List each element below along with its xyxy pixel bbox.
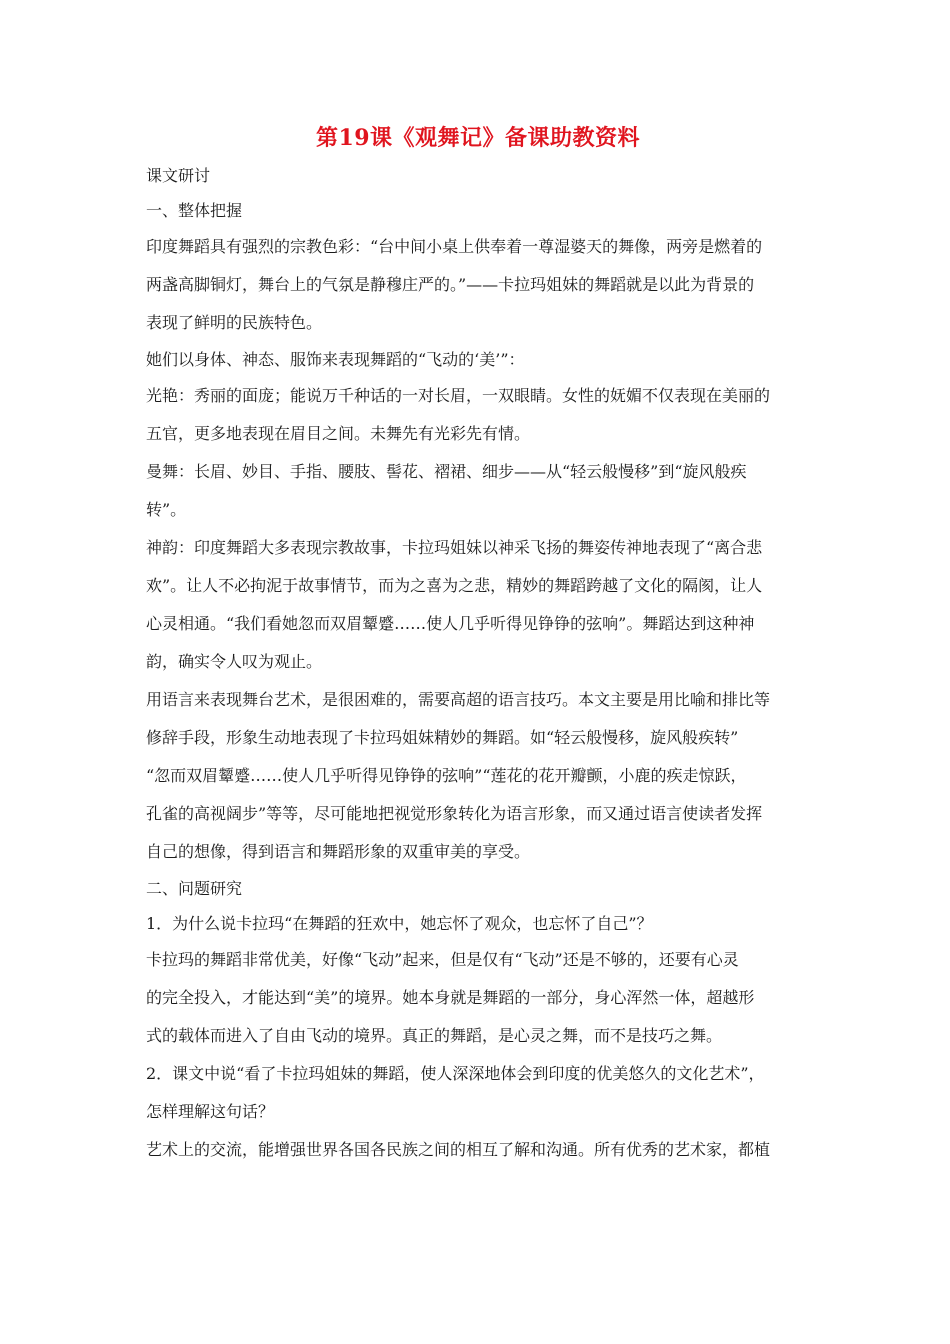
- answer-1: [146, 941, 810, 1055]
- question-1: 1．为什么说卡拉玛“在舞蹈的狂欢中，她忘怀了观众，也忘怀了自己”？: [146, 914, 653, 933]
- heading-text-study: 课文研讨: [146, 166, 211, 185]
- text-line: 的完全投入，才能达到“美”的境界。她本身就是舞蹈的一部分，身心浑然一体，超越形: [146, 988, 755, 1007]
- text-line: 光艳：秀丽的面庞；能说万千种话的一对长眉，一双眼睛。女性的妩媚不仅表现在美丽的: [146, 386, 771, 405]
- text-line: 2．课文中说“看了卡拉玛姐妹的舞蹈，使人深深地体会到印度的优美悠久的文化艺术”，: [146, 1064, 765, 1083]
- text-line: 神韵：印度舞蹈大多表现宗教故事，卡拉玛姐妹以神采飞扬的舞姿传神地表现了“离合悲: [146, 538, 763, 557]
- text-line: 怎样理解这句话？: [146, 1102, 275, 1121]
- text-line: 式的载体而进入了自由飞动的境界。真正的舞蹈，是心灵之舞，而不是技巧之舞。: [146, 1026, 723, 1045]
- text-line: 孔雀的高视阔步”等等，尽可能地把视觉形象转化为语言形象，而又通过语言使读者发挥: [146, 804, 763, 823]
- answer-2: [146, 1131, 810, 1169]
- paragraph-religious-color: [146, 228, 810, 342]
- section-heading-questions: 二、问题研究: [146, 879, 243, 898]
- question-2: [146, 1055, 810, 1131]
- text-line: 两盏高脚铜灯，舞台上的气氛是静穆庄严的。”——卡拉玛姐妹的舞蹈就是以此为背景的: [146, 275, 755, 294]
- text-line: 卡拉玛的舞蹈非常优美，好像“飞动”起来，但是仅有“飞动”还是不够的，还要有心灵: [146, 950, 739, 969]
- text-line: “忽而双眉颦蹙……使人几乎听得见铮铮的弦响”“莲花的花开瓣颤，小鹿的疾走惊跃，: [146, 766, 747, 785]
- text-line: 印度舞蹈具有强烈的宗教色彩：“台中间小桌上供奉着一尊湿婆天的舞像，两旁是燃着的: [146, 237, 763, 256]
- text-line: 艺术上的交流，能增强世界各国各民族之间的相互了解和沟通。所有优秀的艺术家，都植: [146, 1140, 771, 1159]
- text-line: 用语言来表现舞台艺术，是很困难的，需要高超的语言技巧。本文主要是用比喻和排比等: [146, 690, 771, 709]
- paragraph-radiance: [146, 377, 810, 453]
- document-page: [146, 118, 810, 1169]
- document-title: 第19课《观舞记》备课助教资料: [315, 125, 641, 151]
- text-line: 五官，更多地表现在眉目之间。未舞先有光彩先有情。: [146, 424, 531, 443]
- text-line: 韵，确实令人叹为观止。: [146, 652, 323, 671]
- text-line: 欢”。让人不必拘泥于故事情节，而为之喜为之悲，精妙的舞蹈跨越了文化的隔阂，让人: [146, 576, 763, 595]
- section-heading-overall: 一、整体把握: [146, 201, 243, 220]
- paragraph-charm: [146, 529, 810, 681]
- paragraph-intro-beauty: 她们以身体、神态、服饰来表现舞蹈的“飞动的‘美’”：: [146, 350, 525, 369]
- paragraph-graceful-dance: [146, 453, 810, 529]
- text-line: 自己的想像，得到语言和舞蹈形象的双重审美的享受。: [146, 842, 531, 861]
- text-line: 表现了鲜明的民族特色。: [146, 313, 323, 332]
- text-line: 修辞手段，形象生动地表现了卡拉玛姐妹精妙的舞蹈。如“轻云般慢移，旋风般疾转”: [146, 728, 739, 747]
- text-line: 转”。: [146, 500, 187, 519]
- text-line: 曼舞：长眉、妙目、手指、腰肢、髻花、褶裙、细步——从“轻云般慢移”到“旋风般疾: [146, 462, 747, 481]
- paragraph-language-art: [146, 681, 810, 871]
- text-line: 心灵相通。“我们看她忽而双眉颦蹙……使人几乎听得见铮铮的弦响”。舞蹈达到这种神: [146, 614, 755, 633]
